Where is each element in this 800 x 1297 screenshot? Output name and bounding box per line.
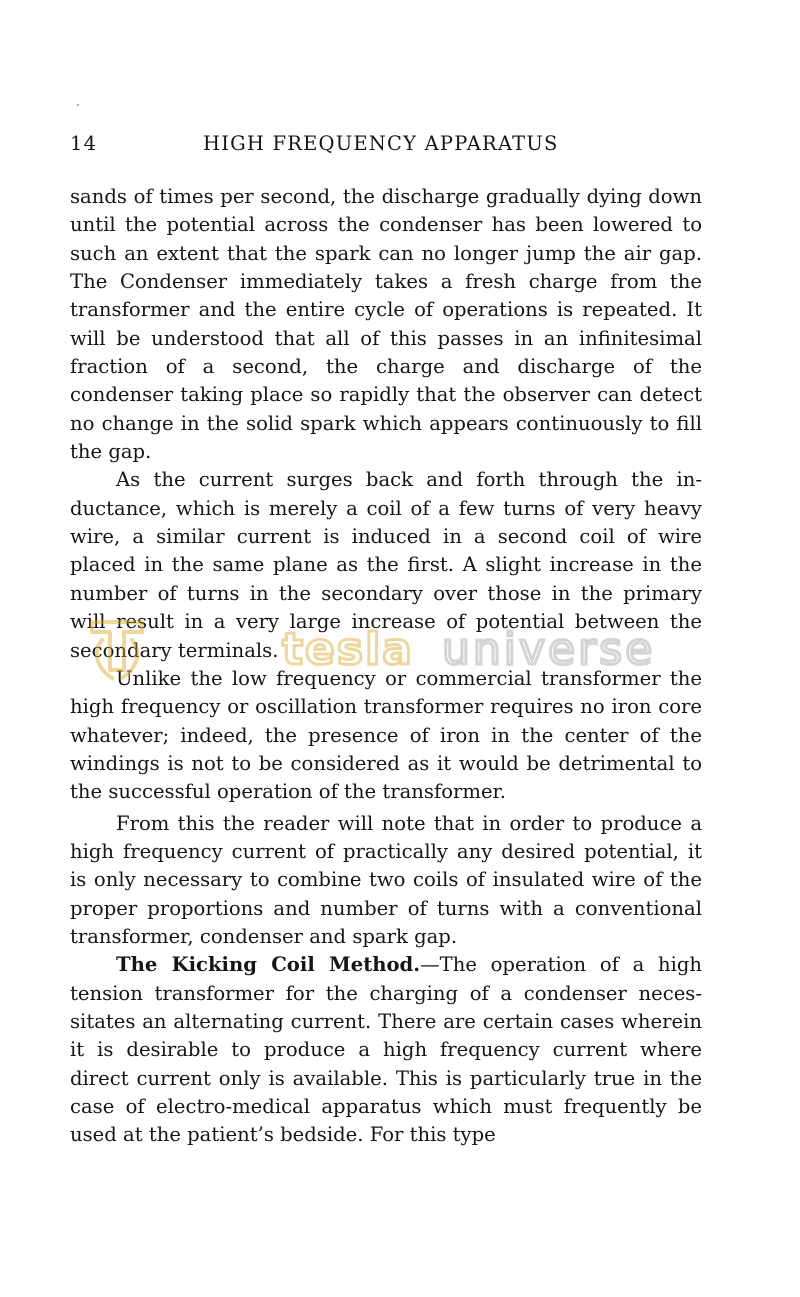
body-text [70,183,702,1150]
svg-text:tesla: tesla [282,624,414,675]
svg-text:universe: universe [442,624,656,675]
paragraph-5-text: —The operation of a high tension transformer for the charging of a condenser necessitates an alternating current. There are certain cases wherein it is desirable to produce a high frequency current where direct current only is available. This is particularly true in the case of electro-medical apparatus which must frequently be used at the patient’s bedside. For this type [70,953,702,1147]
section-heading: The Kicking Coil Method. [116,953,421,977]
running-title: HIGH FREQUENCY APPARATUS [203,132,559,155]
paragraph-1: sands of times per second, the discharge gradually dying down until the potential across the condenser has been lowered to such an extent that the spark can no longer jump the air gap. The Condenser immediately takes a fresh charge from the transformer and the entire cycle of operations is repeated. It will be understood that all of this passes in an infinitesimal fraction of a second, the charge and discharge of the condenser taking place so rapidly that the observer can detect no change in the solid spark which appears continuously to fill the gap. [70,185,702,464]
paragraph-4 [70,810,702,952]
paper-speck [77,104,79,106]
paragraph-2: As the current surges back and forth through the inductance, which is merely a coil of a few turns of very heavy wire, a similar current is induced in a second coil of wire placed in the same plane as the first. A slight increase in the number of turns in the secondary over those in the primary will result in a very large increase of potential between the secondary terminals. [70,468,702,662]
paragraph-3: Unlike the low frequency or commercial transformer the high frequency or oscillation transformer requires no iron core whatever; indeed, the presence of iron in the center of the windings is not to be considered as it would be detrimental to the successful operation of the transformer. [70,666,702,804]
paragraph-5 [70,951,702,1149]
page-header [70,132,702,162]
paragraph-4-text: From this the reader will note that in order to produce a high frequency current of practically any desired potential, it is only necessary to combine two coils of insulated wire of the proper proportions and number of turns with a conventional transformer, condenser and spark gap. [70,811,702,948]
page-number: 14 [70,132,98,155]
